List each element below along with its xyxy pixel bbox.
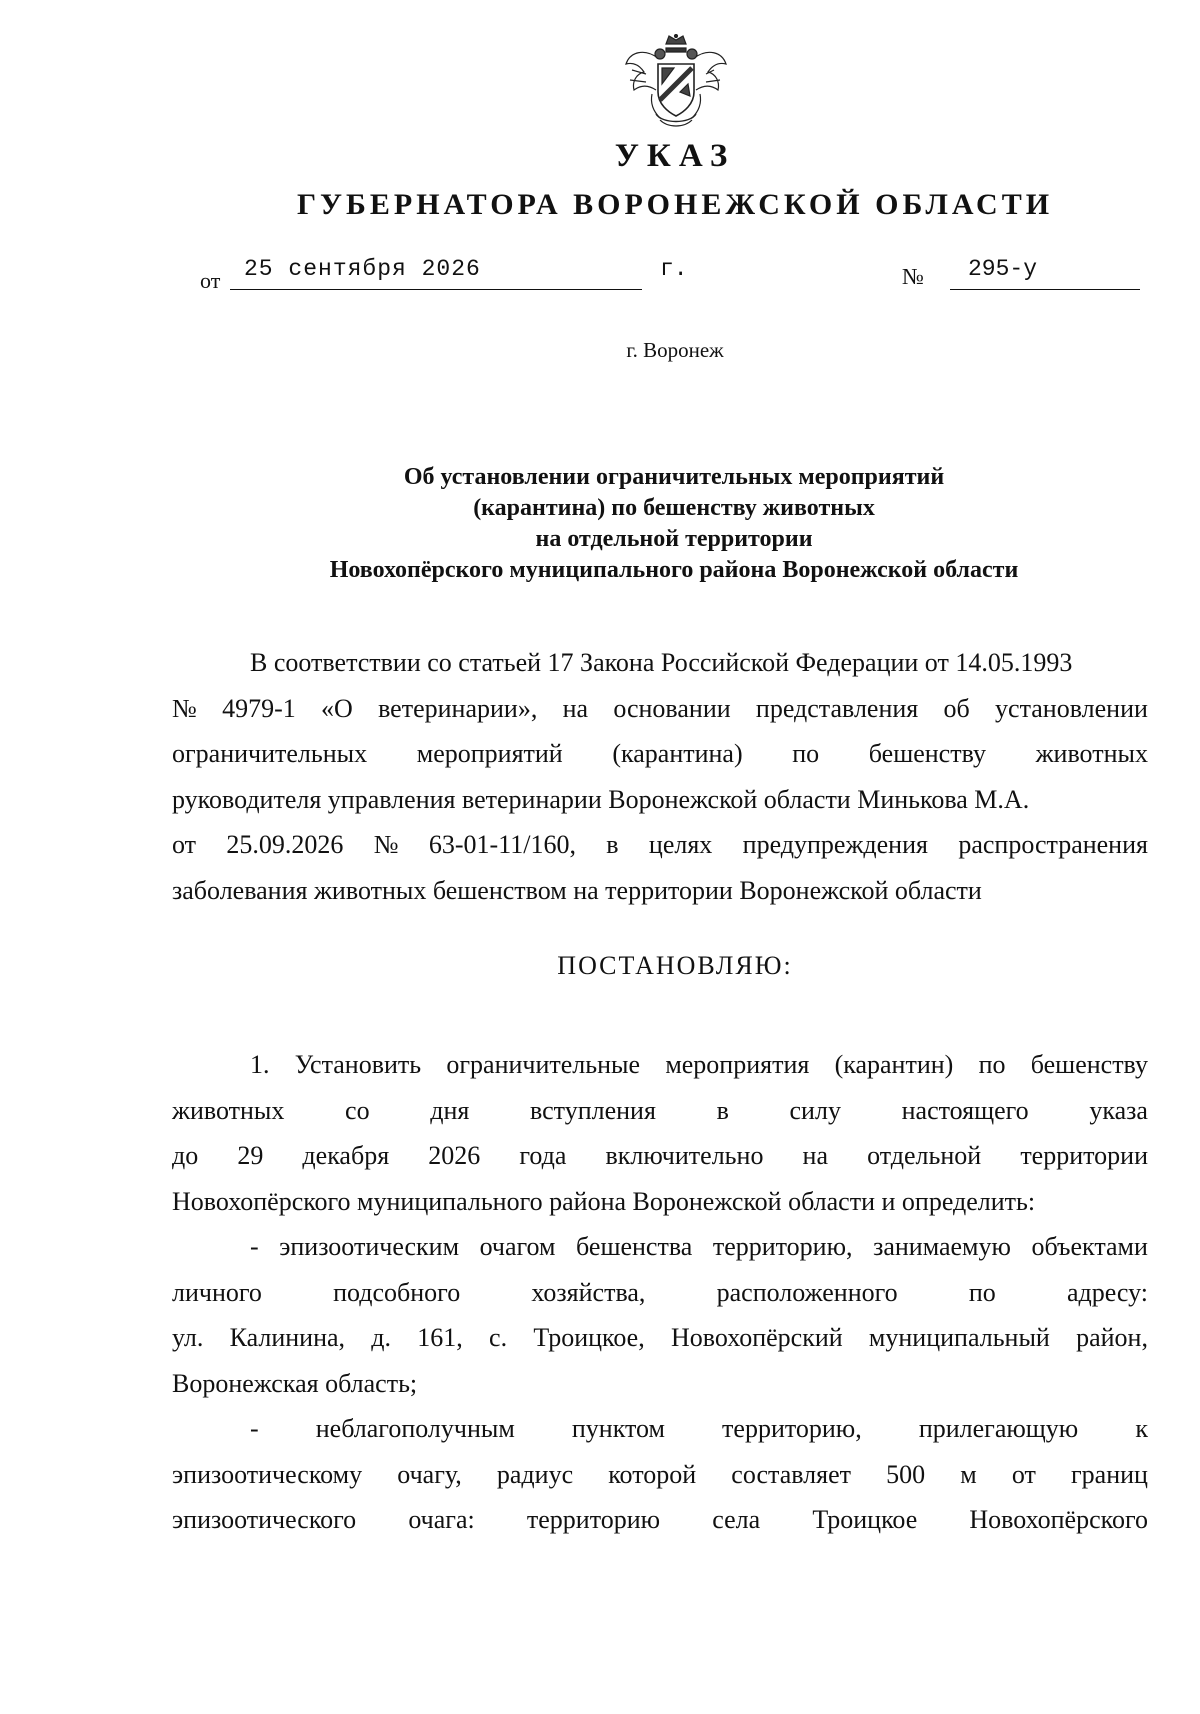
date-number-row — [200, 256, 1140, 296]
date-value: 25 сентября 2026 — [230, 256, 642, 290]
text-line — [172, 822, 1148, 868]
word: мероприятий — [416, 739, 563, 768]
text-line — [172, 1406, 1148, 1452]
text-line — [172, 1452, 1148, 1498]
preamble-paragraph — [172, 640, 1148, 913]
word: животных — [1035, 739, 1148, 768]
word: территорию, — [712, 1232, 853, 1261]
word: (карантин) — [834, 1050, 954, 1079]
document-subject — [200, 462, 1148, 586]
word: ограничительных — [172, 739, 368, 768]
text-line — [172, 1224, 1148, 1270]
word: по — [978, 1050, 1006, 1079]
number-prefix: № — [902, 264, 924, 289]
word: хозяйства, — [531, 1277, 646, 1307]
text-line — [172, 1133, 1148, 1179]
word: 4979-1 — [222, 693, 296, 723]
subject-line: Новохопёрского муниципального района Воронежской области — [329, 557, 1019, 583]
word: Калинина, — [229, 1323, 346, 1352]
subject-line: (карантина) по бешенству животных — [473, 495, 875, 521]
word: 161, — [417, 1323, 463, 1352]
word: на — [802, 1141, 829, 1170]
word: адресу: — [1066, 1277, 1148, 1307]
word: 1. — [250, 1050, 270, 1079]
document-number: 295-у — [950, 256, 1140, 290]
text-line: Новохопёрского муниципального района Воронежской области и определить: — [172, 1186, 1036, 1216]
word: основании — [613, 693, 731, 723]
word: очагу, — [397, 1459, 462, 1489]
word: на — [562, 693, 589, 723]
text-line: заболевания животных бешенством на территории Воронежской области — [172, 875, 982, 905]
word: в — [716, 1095, 729, 1125]
coat-of-arms-emblem — [622, 34, 730, 130]
word: ветеринарии», — [378, 693, 538, 723]
city: г. Воронеж — [626, 338, 724, 362]
word: 2026 — [428, 1141, 481, 1170]
text-line — [172, 1497, 1148, 1543]
word: 29 — [237, 1141, 264, 1170]
word: границ — [1070, 1459, 1148, 1489]
word: составляет — [731, 1459, 851, 1489]
word: муниципальный — [868, 1323, 1050, 1352]
word: территории — [1020, 1141, 1148, 1170]
word: Новохопёрский — [670, 1323, 843, 1352]
word: предупреждения — [742, 830, 928, 859]
word: эпизоотическому — [172, 1459, 363, 1489]
word: объектами — [1031, 1232, 1148, 1261]
word: дня — [430, 1095, 470, 1125]
word: которой — [608, 1459, 697, 1489]
word: подсобного — [333, 1277, 461, 1307]
word: силу — [789, 1095, 841, 1125]
subject-line: на отдельной территории — [535, 526, 813, 552]
word: территорию, — [722, 1414, 862, 1443]
word: расположенного — [716, 1277, 898, 1307]
subject-line: Об установлении ограничительных мероприятий — [403, 464, 945, 490]
word: от — [1011, 1459, 1036, 1489]
word: с. — [489, 1323, 508, 1352]
word: об — [943, 693, 970, 723]
word: личного — [172, 1277, 262, 1307]
text-line — [172, 1315, 1148, 1361]
word: по — [792, 739, 820, 768]
word: отдельной — [867, 1141, 982, 1170]
word: занимаемую — [873, 1232, 1011, 1261]
word: территорию — [526, 1505, 661, 1534]
resolves-heading: ПОСТАНОВЛЯЮ: — [557, 951, 793, 980]
word: м — [960, 1459, 977, 1489]
text-line — [172, 1270, 1148, 1316]
text-line: руководителя управления ветеринарии Воронежской области Минькова М.А. — [172, 784, 1030, 814]
word: очагом — [479, 1232, 556, 1261]
word: Троицкое — [812, 1505, 918, 1534]
word: 500 — [886, 1459, 926, 1489]
word: «О — [321, 693, 353, 723]
word: со — [345, 1095, 370, 1125]
text-line — [172, 731, 1148, 777]
word: очага: — [408, 1505, 475, 1534]
word: д. — [371, 1323, 392, 1352]
word: - — [250, 1414, 259, 1443]
word: бешенству — [868, 739, 986, 768]
word: распространения — [958, 830, 1148, 859]
word: неблагополучным — [315, 1414, 515, 1443]
word: № — [172, 693, 197, 723]
word: эпизоотическим — [279, 1232, 460, 1261]
word: до — [172, 1141, 199, 1170]
word: - — [250, 1232, 259, 1261]
word: по — [968, 1277, 996, 1307]
word: прилегающую — [918, 1414, 1079, 1443]
issuer-title: ГУБЕРНАТОРА ВОРОНЕЖСКОЙ ОБЛАСТИ — [296, 188, 1054, 221]
word: бешенству — [1030, 1050, 1148, 1079]
text-line — [172, 686, 1148, 732]
word: животных — [172, 1095, 285, 1125]
word: указа — [1089, 1095, 1148, 1125]
text-line — [172, 1042, 1148, 1088]
date-suffix: г. — [660, 256, 688, 282]
word: ул. — [172, 1323, 204, 1352]
word: от — [172, 830, 197, 859]
text-line: В соответствии со статьей 17 Закона Российской Федерации от 14.05.1993 — [250, 648, 1073, 677]
text-line — [172, 1088, 1148, 1134]
text-line: Воронежская область; — [172, 1368, 418, 1398]
word: вступления — [530, 1095, 656, 1125]
word: представления — [755, 693, 919, 723]
word: установлении — [995, 693, 1148, 723]
word: Новохопёрского — [969, 1505, 1148, 1534]
document-type-title: УКАЗ — [614, 138, 736, 174]
word: декабря — [302, 1141, 390, 1170]
word: (карантина) — [612, 739, 743, 768]
word: № — [373, 830, 399, 859]
word: села — [712, 1505, 761, 1534]
word: целях — [648, 830, 713, 859]
word: эпизоотического — [172, 1505, 357, 1534]
word: к — [1135, 1414, 1148, 1443]
word: в — [606, 830, 619, 859]
word: настоящего — [901, 1095, 1029, 1125]
word: мероприятия — [665, 1050, 810, 1079]
item-1-paragraph — [172, 1042, 1148, 1543]
word: пунктом — [571, 1414, 665, 1443]
word: Установить — [294, 1050, 422, 1079]
word: включительно — [605, 1141, 764, 1170]
word: район, — [1076, 1323, 1148, 1352]
word: 63-01-11/160, — [428, 830, 576, 859]
word: бешенства — [576, 1232, 693, 1261]
word: ограничительные — [446, 1050, 641, 1079]
word: 25.09.2026 — [226, 830, 344, 859]
word: радиус — [496, 1459, 574, 1489]
date-prefix: от — [200, 268, 221, 293]
word: Троицкое, — [533, 1323, 645, 1352]
word: года — [519, 1141, 567, 1170]
